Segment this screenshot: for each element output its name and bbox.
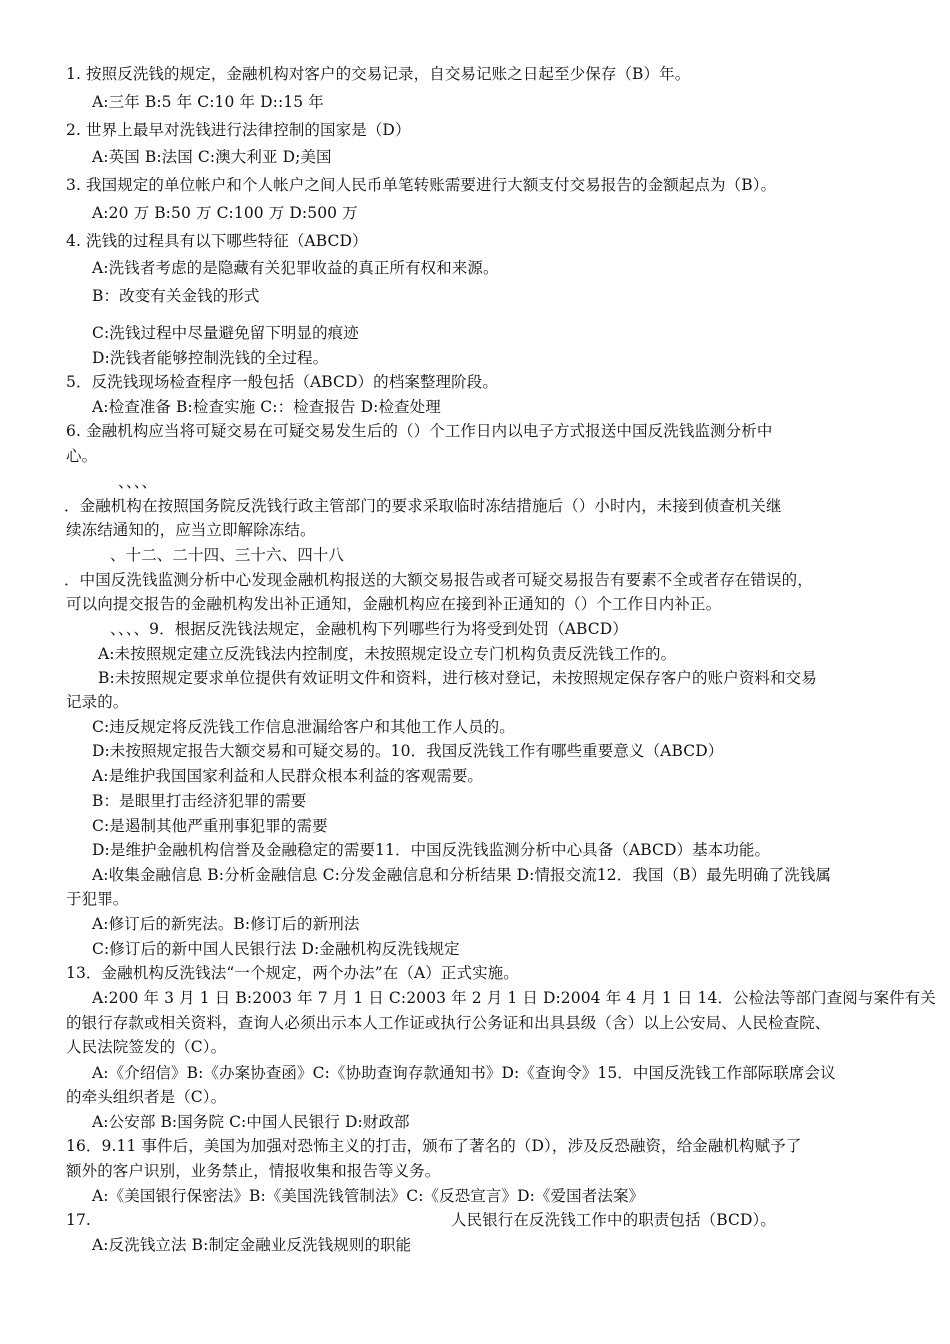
question-1: 1. 按照反洗钱的规定，金融机构对客户的交易记录，自交易记账之日起至少保存（B）年。: [66, 65, 691, 83]
question-4-option-a: A:洗钱者考虑的是隐藏有关犯罪收益的真正所有权和来源。: [92, 259, 499, 277]
question-16-options: A:《美国银行保密法》B:《美国洗钱管制法》C:《反恐宣言》D:《爱国者法案》: [92, 1187, 645, 1205]
question-4-option-c: C:洗钱过程中尽量避免留下明显的痕迹: [92, 324, 359, 342]
question-14-cont: 的银行存款或相关资料，查询人必须出示本人工作证或执行公务证和出具县级（含）以上公安局、人民检查院、: [66, 1014, 831, 1032]
question-8-cont: 可以向提交报告的金融机构发出补正通知，金融机构应在接到补正通知的（）个工作日内补正。: [66, 595, 722, 613]
question-7-cont: 续冻结通知的，应当立即解除冻结。: [66, 521, 316, 539]
question-9-option-b-cont: 记录的。: [66, 693, 129, 711]
question-4-option-d: D:洗钱者能够控制洗钱的全过程。: [92, 349, 329, 367]
question-6-cont: 心。: [66, 447, 98, 465]
question-15-cont: 的牵头组织者是（C）。: [66, 1088, 227, 1106]
question-4-option-b: B：改变有关金钱的形式: [92, 287, 260, 305]
question-9-option-d: D:未按照规定报告大额交易和可疑交易的。10．我国反洗钱工作有哪些重要意义（ABCD）: [92, 742, 724, 760]
question-7-options: 、十二、二十四、三十六、四十八: [110, 546, 345, 564]
question-5: 5．反洗钱现场检查程序一般包括（ABCD）的档案整理阶段。: [66, 373, 498, 391]
question-17: 人民银行在反洗钱工作中的职责包括（BCD）。: [451, 1211, 776, 1229]
question-3-options: A:20 万 B:50 万 C:100 万 D:500 万: [92, 204, 358, 222]
question-9-option-b: B:未按照规定要求单位提供有效证明文件和资料，进行核对登记，未按照规定保存客户的账户资料和交易: [98, 669, 817, 687]
question-8: ．中国反洗钱监测分析中心发现金融机构报送的大额交易报告或者可疑交易报告有要素不全或者存在错误的，: [64, 571, 813, 589]
question-2: 2. 世界上最早对洗钱进行法律控制的国家是（D）: [66, 121, 411, 139]
question-6-options: 、、、、: [118, 473, 158, 491]
question-13: 13．金融机构反洗钱法“一个规定，两个办法”在（A）正式实施。: [66, 964, 519, 982]
question-1-options: A:三年 B:5 年 C:10 年 D::15 年: [92, 93, 324, 111]
question-16: 16．9.11 事件后，美国为加强对恐怖主义的打击，颁布了著名的（D），涉及反恐融资，给金融机构赋予了: [66, 1137, 802, 1155]
question-4: 4. 洗钱的过程具有以下哪些特征（ABCD）: [66, 232, 368, 250]
question-10-option-a: A:是维护我国国家利益和人民群众根本利益的客观需要。: [92, 767, 484, 785]
question-16-cont: 额外的客户识别，业务禁止，情报收集和报告等义务。: [66, 1162, 441, 1180]
question-12-options-cd: C:修订后的新中国人民银行法 D:金融机构反洗钱规定: [92, 940, 460, 958]
question-5-options: A:检查准备 B:检查实施 C:：检查报告 D:检查处理: [92, 398, 441, 416]
question-10-option-b: B：是眼里打击经济犯罪的需要: [92, 792, 307, 810]
question-14-options: A:《介绍信》B:《办案协查函》C:《协助查询存款通知书》D:《查询令》15．中国反洗钱工作部际联席会议: [92, 1064, 836, 1082]
question-11-options: A:收集金融信息 B:分析金融信息 C:分发金融信息和分析结果 D:情报交流12．我国（B）最先明确了洗钱属: [92, 866, 832, 884]
question-9: 、、、、9．根据反洗钱法规定，金融机构下列哪些行为将受到处罚（ABCD）: [110, 620, 628, 638]
question-7: ．金融机构在按照国务院反洗钱行政主管部门的要求采取临时冻结措施后（）小时内，未接到侦查机关继: [64, 497, 782, 515]
question-13-options: A:200 年 3 月 1 日 B:2003 年 7 月 1 日 C:2003 年 2 月 1 日 D:2004 年 4 月 1 日 14．公检法等部门查阅与案件有关: [92, 989, 936, 1007]
question-12-options-ab: A:修订后的新宪法。B:修订后的新刑法: [92, 915, 360, 933]
question-9-option-a: A:未按照规定建立反洗钱法内控制度，未按照规定设立专门机构负责反洗钱工作的。: [98, 645, 677, 663]
question-9-option-c: C:违反规定将反洗钱工作信息泄漏给客户和其他工作人员的。: [92, 718, 515, 736]
question-6: 6. 金融机构应当将可疑交易在可疑交易发生后的（）个工作日内以电子方式报送中国反洗钱监测分析中: [66, 422, 773, 440]
question-2-options: A:英国 B:法国 C:澳大利亚 D;美国: [92, 148, 332, 166]
question-15-options: A:公安部 B:国务院 C:中国人民银行 D:财政部: [92, 1113, 410, 1131]
question-10-option-c: C:是遏制其他严重刑事犯罪的需要: [92, 817, 328, 835]
question-14-cont-2: 人民法院签发的（C）。: [66, 1038, 227, 1056]
question-17-options: A:反洗钱立法 B:制定金融业反洗钱规则的职能: [92, 1236, 412, 1254]
question-3: 3. 我国规定的单位帐户和个人帐户之间人民币单笔转账需要进行大额支付交易报告的金额起点为（B）。: [66, 176, 777, 194]
question-10-option-d: D:是维护金融机构信誉及金融稳定的需要11．中国反洗钱监测分析中心具备（ABCD）基本功能。: [92, 841, 771, 859]
question-12-cont: 于犯罪。: [66, 890, 129, 908]
question-17-number: 17.: [66, 1211, 91, 1229]
